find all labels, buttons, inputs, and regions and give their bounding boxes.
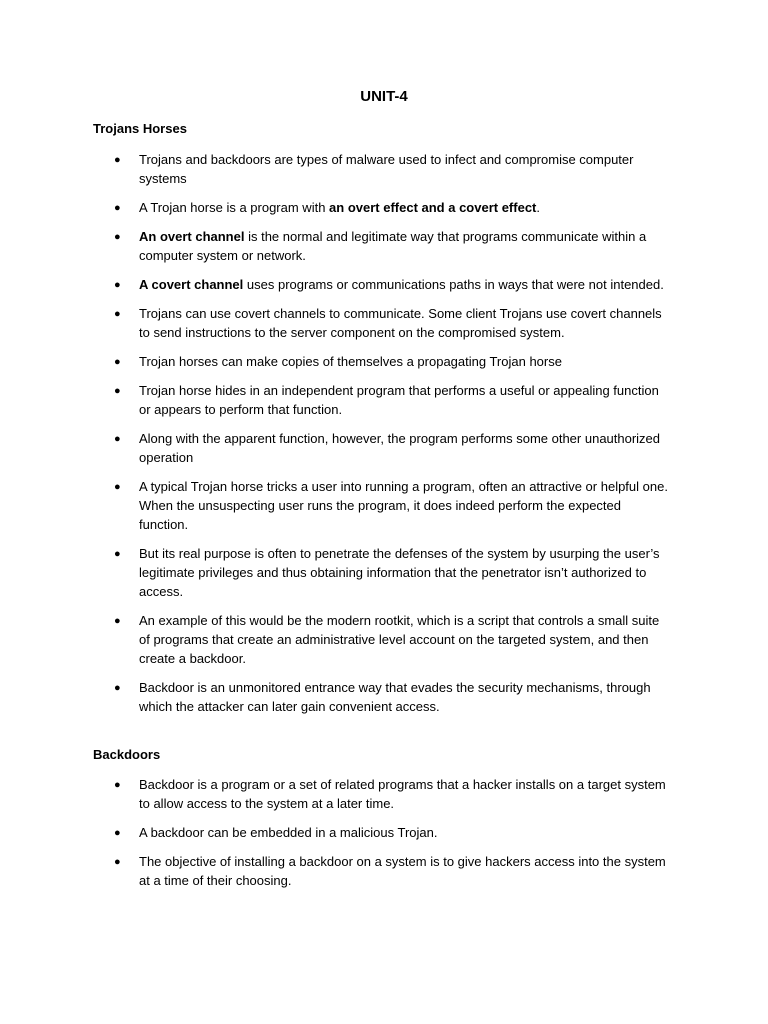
list-item [0,429,768,467]
text-run: The objective of installing a backdoor on a system is to give hackers access into the system at a time of their choosing. [139,854,666,888]
list-item [0,678,768,716]
list-item [0,227,768,265]
list-item [0,611,768,668]
text-run: A typical Trojan horse tricks a user into running a program, often an attractive or helpful one. When the unsuspecting user runs the program, it does indeed perform the expected function. [139,479,668,532]
bullet-icon: ● [114,154,121,166]
bullet-icon: ● [114,279,121,291]
list-item [0,544,768,601]
bullet-icon: ● [114,827,121,839]
list-item-text [139,678,671,716]
list-item-text [139,823,671,842]
bullet-icon: ● [114,202,121,214]
list-item-text [139,304,671,342]
list-item-text [139,150,671,188]
text-run: Along with the apparent function, however, the program performs some other unauthorized operation [139,431,661,465]
list-item [0,304,768,342]
text-run: Trojans can use covert channels to communicate. Some client Trojans use covert channels to send instructions to the server component on the compromised system. [139,306,662,340]
list-item-text [139,544,671,601]
bullet-icon: ● [114,231,121,243]
list-item [0,352,768,371]
text-run: Trojan horse hides in an independent program that performs a useful or appealing function or appears to perform that function. [139,383,659,417]
list-item [0,823,768,842]
list-item [0,381,768,419]
list-item-text [139,227,671,265]
text-run: uses programs or communications paths in ways that were not intended. [243,277,664,292]
list-item [0,852,768,890]
text-run: A Trojan horse is a program with [139,200,330,215]
text-run: Backdoor is a program or a set of related programs that a hacker installs on a target system to allow access to the system at a later time. [139,777,666,811]
list-item-text [139,429,671,467]
text-run: An example of this would be the modern rootkit, which is a script that controls a small suite of programs that create an administrative level account on the targeted system, and then create a backdoor. [139,613,660,666]
bold-text: An overt channel [139,229,245,244]
list-item [0,477,768,534]
list-item-text [139,352,671,371]
text-run: A backdoor can be embedded in a malicious Trojan. [139,825,438,840]
text-run: is the normal and legitimate way that programs communicate within a computer system or network. [139,229,647,263]
list-item [0,198,768,217]
bullet-icon: ● [114,481,121,493]
list-item [0,775,768,813]
section-heading-trojan-horses: Trojans Horses [93,121,187,136]
list-item-text [139,381,671,419]
list-item-text [139,275,671,294]
page-title: UNIT-4 [360,88,408,105]
bullet-icon: ● [114,308,121,320]
bold-text: an overt effect and a covert effect [329,200,537,215]
list-item-text [139,198,671,217]
bullet-icon: ● [114,548,121,560]
bullet-list-backdoors [0,775,768,900]
text-run: . [536,200,541,215]
list-item-text [139,611,671,668]
bullet-list-trojan-horses [0,150,768,726]
section-heading-backdoors: Backdoors [93,747,161,762]
bullet-icon: ● [114,385,121,397]
text-run: Trojan horses can make copies of themselves a propagating Trojan horse [139,354,562,369]
list-item-text [139,852,671,890]
bold-text: A covert channel [139,277,244,292]
text-run: But its real purpose is often to penetrate the defenses of the system by usurping the user’s legitimate privileges and thus obtaining information that the penetrator isn’t authorized to access. [139,546,660,599]
bullet-icon: ● [114,433,121,445]
text-run: Backdoor is an unmonitored entrance way that evades the security mechanisms, through which the attacker can later gain convenient access. [139,680,651,714]
bullet-icon: ● [114,356,121,368]
list-item-text [139,477,671,534]
list-item [0,150,768,188]
text-run: Trojans and backdoors are types of malware used to infect and compromise computer systems [139,152,634,186]
list-item [0,275,768,294]
bullet-icon: ● [114,779,121,791]
bullet-icon: ● [114,682,121,694]
list-item-text [139,775,671,813]
bullet-icon: ● [114,615,121,627]
bullet-icon: ● [114,856,121,868]
